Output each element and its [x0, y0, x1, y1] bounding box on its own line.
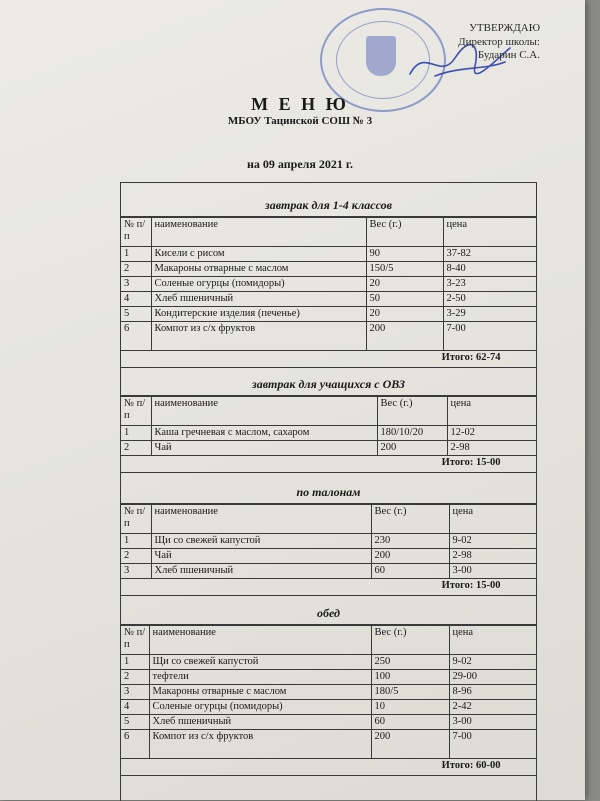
table-row — [121, 655, 536, 670]
cell-name: Хлеб пшеничный — [151, 564, 371, 579]
cell-name: Чай — [151, 441, 377, 456]
col-name: наименование — [151, 505, 371, 534]
cell-price: 3-00 — [449, 564, 536, 579]
menu-table — [121, 625, 536, 776]
section-lunch — [121, 603, 536, 776]
cell-price: 7-00 — [443, 322, 536, 351]
cell-weight: 10 — [371, 700, 449, 715]
col-price: цена — [447, 397, 536, 426]
table-header — [121, 218, 536, 247]
cell-price: 9-02 — [449, 534, 536, 549]
total-value: 62-74 — [476, 352, 501, 363]
cell-num: 6 — [121, 322, 151, 351]
section-breakfast-ovz — [121, 374, 536, 473]
col-weight: Вес (г.) — [371, 626, 449, 655]
menu-table — [121, 217, 536, 368]
coat-of-arms-icon — [366, 36, 396, 76]
cell-num: 3 — [121, 564, 151, 579]
cell-price: 2-98 — [449, 549, 536, 564]
total-row — [121, 456, 536, 473]
cell-name: Макароны отварные с маслом — [149, 685, 371, 700]
cell-name: Каша гречневая с маслом, сахаром — [151, 426, 377, 441]
cell-name: Хлеб пшеничный — [149, 715, 371, 730]
cell-name: Компот из с/х фруктов — [149, 730, 371, 759]
total-value: 15-00 — [476, 457, 501, 468]
cell-name: Соленые огурцы (помидоры) — [151, 277, 366, 292]
total-label: Итого: — [441, 760, 474, 771]
cell-num: 4 — [121, 292, 151, 307]
approval-heading: УТВЕРЖДАЮ — [469, 22, 540, 34]
cell-name: Чай — [151, 549, 371, 564]
total-label: Итого: — [441, 580, 474, 591]
col-num: № п/п — [121, 626, 149, 655]
menu-table — [121, 504, 536, 596]
col-name: наименование — [151, 397, 377, 426]
section-title: по талонам — [121, 482, 536, 504]
total-cell — [121, 351, 536, 368]
col-name: наименование — [149, 626, 371, 655]
cell-num: 2 — [121, 549, 151, 564]
table-row — [121, 247, 536, 262]
cell-num: 2 — [121, 262, 151, 277]
cell-num: 3 — [121, 277, 151, 292]
cell-weight: 180/10/20 — [377, 426, 447, 441]
cell-weight: 180/5 — [371, 685, 449, 700]
cell-name: Компот из с/х фруктов — [151, 322, 366, 351]
menu-date: на 09 апреля 2021 г. — [247, 157, 353, 171]
cell-name: Кондитерские изделия (печенье) — [151, 307, 366, 322]
table-row — [121, 277, 536, 292]
cell-price: 3-00 — [449, 715, 536, 730]
col-price: цена — [449, 505, 536, 534]
section-title: завтрак для 1-4 классов — [121, 195, 536, 217]
cell-weight: 200 — [371, 730, 449, 759]
cell-num: 1 — [121, 426, 151, 441]
col-name: наименование — [151, 218, 366, 247]
col-price: цена — [443, 218, 536, 247]
total-row — [121, 351, 536, 368]
col-weight: Вес (г.) — [371, 505, 449, 534]
cell-price: 29-00 — [449, 670, 536, 685]
approval-block — [458, 22, 540, 63]
col-num: № п/п — [121, 218, 151, 247]
cell-name: Соленые огурцы (помидоры) — [149, 700, 371, 715]
cell-weight: 90 — [366, 247, 443, 262]
cell-name: Макароны отварные с маслом — [151, 262, 366, 277]
table-row — [121, 322, 536, 351]
table-row — [121, 730, 536, 759]
cell-price: 2-42 — [449, 700, 536, 715]
cell-weight: 250 — [371, 655, 449, 670]
table-row — [121, 292, 536, 307]
cell-price: 2-98 — [447, 441, 536, 456]
table-row — [121, 534, 536, 549]
table-row — [121, 685, 536, 700]
table-row — [121, 670, 536, 685]
cell-num: 1 — [121, 534, 151, 549]
cell-price: 9-02 — [449, 655, 536, 670]
cell-num: 2 — [121, 441, 151, 456]
section-breakfast-1-4 — [121, 195, 536, 368]
page-title: М Е Н Ю — [251, 94, 349, 114]
approval-position: Директор школы: — [458, 35, 540, 48]
menu-table — [121, 396, 536, 473]
cell-name: Кисели с рисом — [151, 247, 366, 262]
cell-weight: 50 — [366, 292, 443, 307]
cell-price: 3-23 — [443, 277, 536, 292]
total-label: Итого: — [441, 352, 474, 363]
cell-num: 2 — [121, 670, 149, 685]
total-value: 15-00 — [476, 580, 501, 591]
cell-name: Хлеб пшеничный — [151, 292, 366, 307]
col-num: № п/п — [121, 397, 151, 426]
cell-price: 37-82 — [443, 247, 536, 262]
menu-frame — [120, 182, 537, 801]
table-row — [121, 549, 536, 564]
approval-name: Бударин С.А. — [477, 49, 540, 61]
cell-num: 6 — [121, 730, 149, 759]
cell-name: тефтели — [149, 670, 371, 685]
total-label: Итого: — [441, 457, 474, 468]
cell-num: 5 — [121, 307, 151, 322]
table-row — [121, 307, 536, 322]
cell-price: 3-29 — [443, 307, 536, 322]
cell-price: 2-50 — [443, 292, 536, 307]
table-header — [121, 505, 536, 534]
total-cell — [121, 456, 536, 473]
cell-weight: 150/5 — [366, 262, 443, 277]
cell-price: 7-00 — [449, 730, 536, 759]
total-row — [121, 579, 536, 596]
col-num: № п/п — [121, 505, 151, 534]
total-row — [121, 759, 536, 776]
total-cell — [121, 759, 536, 776]
table-header — [121, 397, 536, 426]
cell-weight: 200 — [371, 549, 449, 564]
col-price: цена — [449, 626, 536, 655]
table-row — [121, 564, 536, 579]
table-row — [121, 700, 536, 715]
cell-num: 3 — [121, 685, 149, 700]
cell-weight: 60 — [371, 564, 449, 579]
cell-name: Щи со свежей капустой — [151, 534, 371, 549]
cell-num: 4 — [121, 700, 149, 715]
cell-weight: 60 — [371, 715, 449, 730]
cell-weight: 230 — [371, 534, 449, 549]
table-row — [121, 426, 536, 441]
school-name: МБОУ Тацинской СОШ № 3 — [227, 115, 373, 127]
table-row — [121, 715, 536, 730]
col-weight: Вес (г.) — [377, 397, 447, 426]
total-cell — [121, 579, 536, 596]
cell-weight: 20 — [366, 307, 443, 322]
cell-name: Щи со свежей капустой — [149, 655, 371, 670]
cell-num: 1 — [121, 247, 151, 262]
cell-num: 1 — [121, 655, 149, 670]
cell-price: 8-40 — [443, 262, 536, 277]
cell-weight: 200 — [366, 322, 443, 351]
cell-weight: 20 — [366, 277, 443, 292]
section-title: завтрак для учащихся с ОВЗ — [121, 374, 536, 396]
table-header — [121, 626, 536, 655]
total-value: 60-00 — [476, 760, 501, 771]
cell-weight: 100 — [371, 670, 449, 685]
table-row — [121, 441, 536, 456]
section-by-coupons — [121, 482, 536, 596]
col-weight: Вес (г.) — [366, 218, 443, 247]
cell-price: 12-02 — [447, 426, 536, 441]
table-row — [121, 262, 536, 277]
section-title: обед — [121, 603, 536, 625]
cell-num: 5 — [121, 715, 149, 730]
cell-weight: 200 — [377, 441, 447, 456]
cell-price: 8-96 — [449, 685, 536, 700]
